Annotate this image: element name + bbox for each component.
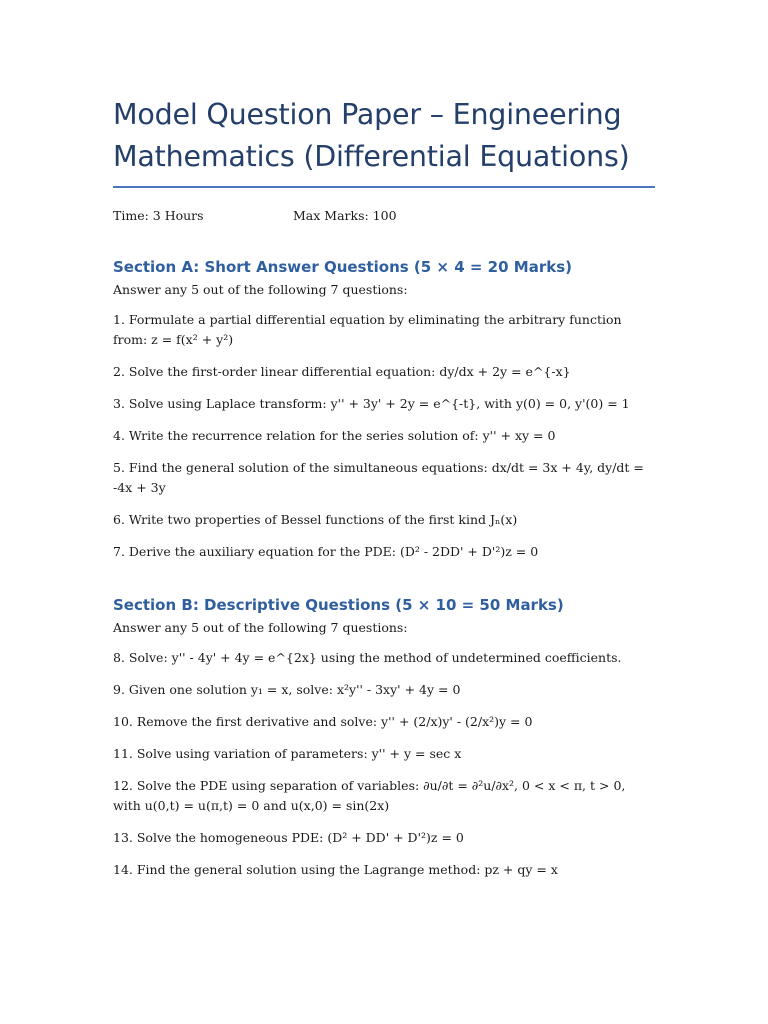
question-13: 13. Solve the homogeneous PDE: (D² + DD' + D'²)z = 0 <box>113 830 464 845</box>
question-14: 14. Find the general solution using the Lagrange method: pz + qy = x <box>113 862 558 877</box>
question-10: 10. Remove the first derivative and solve: y'' + (2/x)y' - (2/x²)y = 0 <box>113 714 533 729</box>
question-4: 4. Write the recurrence relation for the series solution of: y'' + xy = 0 <box>113 428 556 443</box>
section-b-instruction: Answer any 5 out of the following 7 questions: <box>113 620 408 635</box>
section-a-heading: Section A: Short Answer Questions (5 × 4 = 20 Marks) <box>113 258 572 276</box>
question-9: 9. Given one solution y₁ = x, solve: x²y'' - 3xy' + 4y = 0 <box>113 682 461 697</box>
question-11: 11. Solve using variation of parameters: y'' + y = sec x <box>113 746 462 761</box>
question-6: 6. Write two properties of Bessel functions of the first kind Jₙ(x) <box>113 512 518 527</box>
question-2: 2. Solve the first-order linear differential equation: dy/dx + 2y = e^{-x} <box>113 364 571 379</box>
page-title: Model Question Paper – Engineering Mathematics (Differential Equations) <box>113 98 630 173</box>
question-8: 8. Solve: y'' - 4y' + 4y = e^{2x} using the method of undetermined coefficients. <box>113 650 622 665</box>
section-b-questions <box>113 648 655 880</box>
exam-meta <box>113 207 655 224</box>
question-1: 1. Formulate a partial differential equation by eliminating the arbitrary function from: z = f(x² + y²) <box>113 312 622 347</box>
title-underline <box>113 186 655 188</box>
question-3: 3. Solve using Laplace transform: y'' + 3y' + 2y = e^{-t}, with y(0) = 0, y'(0) = 1 <box>113 396 630 411</box>
question-5: 5. Find the general solution of the simultaneous equations: dx/dt = 3x + 4y, dy/dt = -4x + 3y <box>113 460 644 495</box>
exam-time: Time: 3 Hours <box>113 208 204 223</box>
section-a-instruction: Answer any 5 out of the following 7 questions: <box>113 282 408 297</box>
question-12: 12. Solve the PDE using separation of variables: ∂u/∂t = ∂²u/∂x², 0 < x < π, t > 0, with u(0,t) = u(π,t) = 0 and u(x,0) = sin(2x) <box>113 778 626 813</box>
document-body <box>113 94 655 880</box>
question-7: 7. Derive the auxiliary equation for the PDE: (D² - 2DD' + D'²)z = 0 <box>113 544 539 559</box>
section-b-heading: Section B: Descriptive Questions (5 × 10 = 50 Marks) <box>113 596 564 614</box>
section-a-questions <box>113 310 655 562</box>
exam-max-marks: Max Marks: 100 <box>293 208 397 223</box>
